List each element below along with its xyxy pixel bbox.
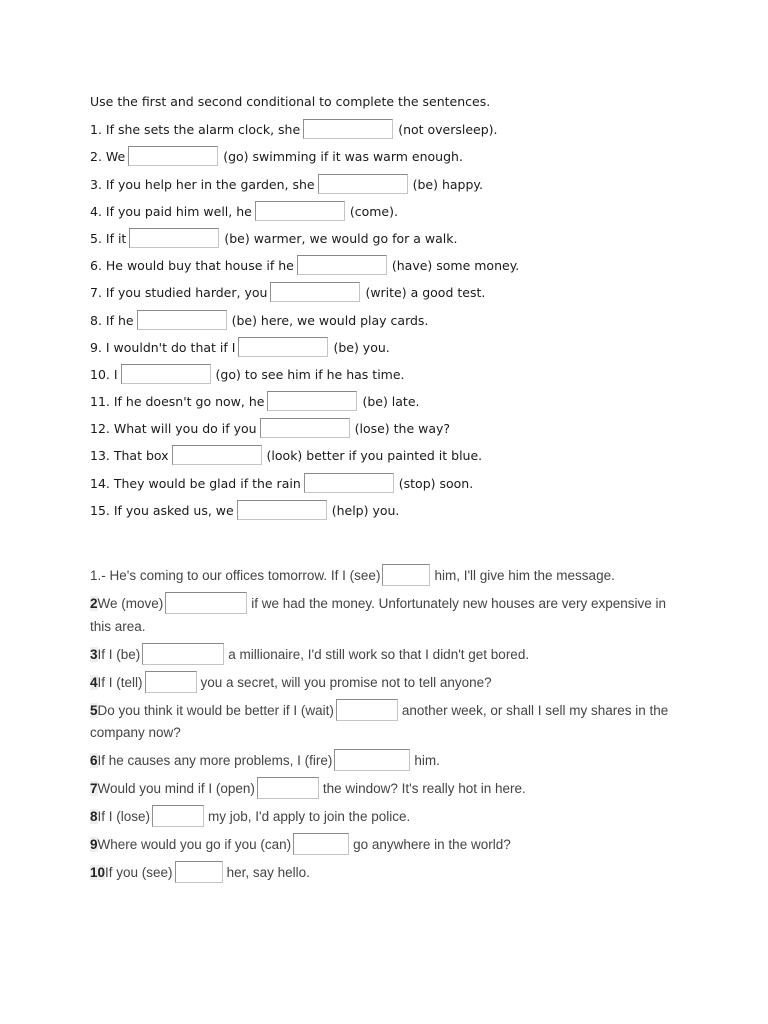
sentence-text-after: (be) late. [362, 394, 420, 410]
sentence-text-after: (come). [349, 203, 398, 219]
sentence-1-5 [90, 228, 730, 255]
sentence-text-before: 9. I wouldn't do that if I [90, 339, 236, 355]
answer-input-1-13[interactable] [172, 445, 262, 465]
exercise-2 [90, 564, 690, 889]
sentence-1-9 [90, 337, 730, 364]
sentence-text-before: If he causes any more problems, I (fire) [97, 753, 333, 768]
sentence-text-after: (stop) soon. [398, 475, 474, 491]
sentence-text-before: If I (tell) [97, 674, 143, 690]
sentence-text-before: 5. If it [90, 230, 127, 246]
sentence-1-8 [90, 310, 730, 337]
sentence-2-9 [90, 833, 690, 857]
sentence-text-before: We (move) [97, 596, 164, 611]
sentence-text-after: her, say hello. [226, 865, 310, 880]
item-number: 5 [90, 702, 98, 718]
sentence-text-after: (be) warmer, we would go for a walk. [224, 230, 458, 246]
sentence-text-after: (go) swimming if it was warm enough. [223, 149, 463, 165]
sentence-2-4 [90, 671, 690, 695]
item-number: 2 [90, 596, 98, 611]
sentence-text-before: 6. He would buy that house if he [90, 258, 294, 274]
sentence-text-after: (be) here, we would play cards. [231, 312, 429, 328]
sentence-text-after: (lose) the way? [354, 421, 451, 437]
answer-input-2-6[interactable] [334, 749, 410, 771]
sentence-text-before: Where would you go if you (can) [97, 837, 292, 852]
sentence-text-after: him, I'll give him the message. [434, 568, 615, 583]
sentence-1-15 [90, 500, 730, 527]
sentence-text-after: (look) better if you painted it blue. [266, 448, 483, 464]
answer-input-1-12[interactable] [260, 418, 350, 438]
sentence-1-14 [90, 473, 730, 500]
sentence-text-before: 12. What will you do if you [90, 421, 257, 437]
sentence-text-before: 8. If he [90, 312, 134, 328]
answer-input-2-1[interactable] [382, 564, 430, 586]
sentence-text-after: another week, or shall I sell my shares in the company now? [90, 702, 669, 740]
sentence-1-7 [90, 282, 730, 309]
sentence-text-before: Would you mind if I (open) [97, 781, 255, 796]
sentence-text-before: 13. That box [90, 448, 169, 464]
answer-input-1-5[interactable] [129, 228, 219, 248]
sentence-text-after: (have) some money. [391, 258, 520, 274]
answer-input-1-9[interactable] [238, 337, 328, 357]
sentence-2-5 [90, 699, 690, 745]
sentence-1-13 [90, 445, 730, 472]
sentence-text-before: 11. If he doesn't go now, he [90, 394, 265, 410]
sentence-text-before: 2. We [90, 149, 126, 165]
answer-input-2-7[interactable] [257, 777, 319, 799]
item-number: 8 [90, 809, 98, 824]
answer-input-1-8[interactable] [137, 310, 227, 330]
answer-input-1-6[interactable] [297, 255, 387, 275]
answer-input-1-11[interactable] [267, 391, 357, 411]
exercise-1 [90, 92, 730, 527]
sentence-text-before: 3. If you help her in the garden, she [90, 176, 315, 192]
sentence-text-before: 15. If you asked us, we [90, 502, 234, 518]
sentence-1-2 [90, 146, 730, 173]
sentence-1-1 [90, 119, 730, 146]
sentence-text-before: If you (see) [105, 865, 173, 880]
answer-input-1-15[interactable] [237, 500, 327, 520]
sentence-2-1 [90, 564, 690, 588]
sentence-text-after: (go) to see him if he has time. [215, 366, 405, 382]
answer-input-2-2[interactable] [165, 592, 247, 614]
sentence-text-after: (not oversleep). [398, 122, 498, 138]
sentence-2-6 [90, 749, 690, 773]
answer-input-2-9[interactable] [293, 833, 349, 855]
sentence-2-8 [90, 805, 690, 829]
answer-input-1-4[interactable] [255, 201, 345, 221]
answer-input-2-10[interactable] [175, 861, 223, 883]
sentence-text-after: go anywhere in the world? [353, 837, 511, 852]
item-number: 4 [90, 674, 98, 690]
sentence-text-before: 1. If she sets the alarm clock, she [90, 122, 301, 138]
sentence-1-10 [90, 364, 730, 391]
answer-input-1-3[interactable] [318, 174, 408, 194]
answer-input-2-4[interactable] [145, 671, 197, 693]
sentence-text-before: If I (lose) [97, 809, 151, 824]
answer-input-1-10[interactable] [121, 364, 211, 384]
sentence-text-before: 1.- He's coming to our offices tomorrow. If I (see) [90, 568, 381, 583]
sentence-text-after: (be) you. [333, 339, 390, 355]
sentence-2-7 [90, 777, 690, 801]
sentence-1-12 [90, 418, 730, 445]
answer-input-1-2[interactable] [128, 146, 218, 166]
sentence-text-after: him. [414, 753, 440, 768]
sentence-text-after: a millionaire, I'd still work so that I didn't get bored. [228, 646, 530, 662]
sentence-1-11 [90, 391, 730, 418]
answer-input-1-1[interactable] [303, 119, 393, 139]
sentence-text-before: 14. They would be glad if the rain [90, 475, 301, 491]
answer-input-2-8[interactable] [152, 805, 204, 827]
sentence-text-after: (write) a good test. [365, 285, 486, 301]
answer-input-2-5[interactable] [336, 699, 398, 721]
sentence-text-before: If I (be) [97, 646, 141, 662]
sentence-text-after: (help) you. [331, 502, 400, 518]
sentence-text-after: you a secret, will you promise not to tell anyone? [200, 674, 492, 690]
sentence-1-4 [90, 201, 730, 228]
answer-input-1-14[interactable] [304, 473, 394, 493]
sentence-text-before: 10. I [90, 366, 118, 382]
sentence-2-10 [90, 861, 690, 885]
sentence-1-6 [90, 255, 730, 282]
sentence-text-before: 4. If you paid him well, he [90, 203, 252, 219]
item-number: 10 [90, 865, 106, 880]
sentence-text-after: the window? It's really hot in here. [322, 781, 526, 796]
sentence-text-before: Do you think it would be better if I (wait) [97, 702, 334, 718]
item-number: 6 [90, 753, 98, 768]
answer-input-2-3[interactable] [142, 643, 224, 665]
sentence-2-2 [90, 592, 690, 638]
sentence-text-after: if we had the money. Unfortunately new houses are very expensive in this area. [90, 596, 667, 634]
instruction: Use the first and second conditional to complete the sentences. [90, 94, 491, 109]
item-number: 9 [90, 837, 98, 852]
sentence-text-before: 7. If you studied harder, you [90, 285, 268, 301]
sentence-text-after: (be) happy. [412, 176, 484, 192]
sentence-2-3 [90, 643, 690, 667]
item-number: 7 [90, 781, 98, 796]
sentence-1-3 [90, 174, 730, 201]
answer-input-1-7[interactable] [270, 282, 360, 302]
item-number: 3 [90, 646, 98, 662]
sentence-text-after: my job, I'd apply to join the police. [208, 809, 411, 824]
